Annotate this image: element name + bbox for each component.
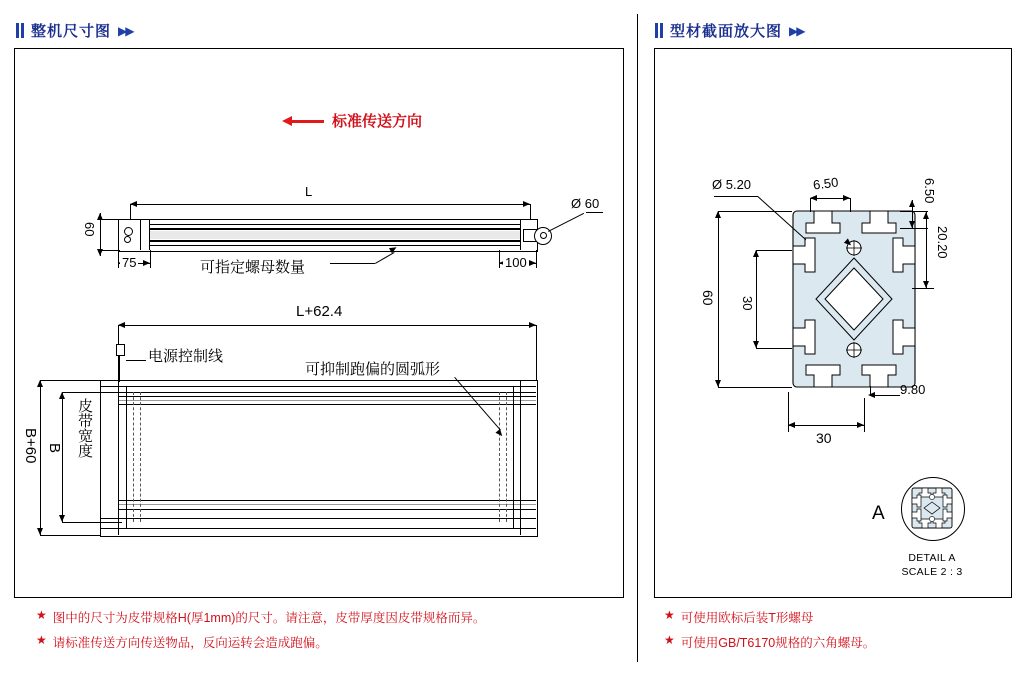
ext-line bbox=[150, 250, 151, 268]
arrow-left-icon bbox=[282, 116, 324, 126]
ext-line bbox=[118, 250, 119, 268]
dim-line-B60 bbox=[40, 380, 41, 535]
standard-direction-indicator bbox=[282, 110, 422, 131]
leader-line bbox=[714, 196, 758, 197]
power-cable-connector bbox=[116, 344, 125, 356]
header-bars-icon bbox=[655, 23, 663, 38]
topview-edge bbox=[140, 219, 141, 250]
leader-line bbox=[586, 212, 603, 213]
sideview-dashed bbox=[506, 392, 507, 522]
sideview-edge bbox=[126, 386, 127, 528]
ext-line bbox=[718, 387, 792, 388]
dim-9-80-label: 9.80 bbox=[900, 382, 926, 397]
panel-divider bbox=[637, 14, 638, 662]
ext-line bbox=[810, 198, 811, 212]
sideview-line bbox=[118, 392, 536, 393]
note-text: 图中的尺寸为皮带规格H(厚1mm)的尺寸。请注意，皮带厚度因皮带规格而异。 bbox=[52, 611, 486, 625]
dim-20-20-label: 20.20 bbox=[935, 226, 950, 259]
detail-caption-line1: DETAIL A bbox=[908, 552, 956, 564]
star-icon: ★ bbox=[664, 608, 675, 622]
note-text: 可使用GB/T6170规格的六角螺母。 bbox=[680, 636, 876, 650]
ext-line bbox=[788, 392, 789, 432]
profile-cross-section bbox=[788, 206, 920, 392]
panel-right-title: 型材截面放大图 bbox=[670, 23, 783, 40]
ext-line bbox=[100, 250, 120, 251]
topview-hole bbox=[124, 236, 131, 243]
sideview-edge bbox=[118, 380, 119, 535]
sideview-line bbox=[118, 500, 536, 501]
detail-a-letter: A bbox=[872, 503, 885, 524]
ext-line bbox=[40, 535, 100, 536]
note-text: 可使用欧标后装T形螺母 bbox=[680, 611, 814, 625]
ext-line bbox=[864, 398, 865, 432]
note-text: 请标准传送方向传送物品，反向运转会造成跑偏。 bbox=[52, 636, 328, 650]
power-cable-label: 电源控制线 bbox=[148, 348, 224, 365]
detail-a-svg bbox=[909, 485, 955, 531]
sideview-line bbox=[100, 528, 536, 529]
ext-line bbox=[912, 288, 934, 289]
arrowhead-icon bbox=[529, 260, 536, 266]
arrowhead-icon bbox=[715, 211, 721, 218]
dim-60-label: 60 bbox=[700, 290, 716, 306]
detail-a-profile bbox=[909, 485, 955, 531]
dia-60-label: Ø 60 bbox=[571, 196, 600, 211]
dim-L-label: L bbox=[305, 184, 313, 199]
ext-line bbox=[536, 325, 537, 380]
ext-line bbox=[62, 392, 122, 393]
topview-pulley-center bbox=[540, 232, 547, 239]
arrowhead-icon bbox=[810, 195, 817, 201]
ext-line bbox=[756, 348, 792, 349]
topview-hole bbox=[124, 227, 133, 236]
arrowhead-icon bbox=[788, 422, 795, 428]
note-row bbox=[664, 608, 875, 626]
right-notes bbox=[664, 608, 875, 658]
direction-label: 标准传送方向 bbox=[332, 113, 423, 130]
star-icon: ★ bbox=[36, 608, 47, 622]
arrowhead-icon bbox=[909, 200, 915, 207]
sideview-edge bbox=[513, 386, 514, 528]
note-row bbox=[36, 608, 485, 626]
star-icon: ★ bbox=[36, 633, 47, 647]
dim-line-B bbox=[62, 392, 63, 522]
arrowhead-icon bbox=[523, 201, 530, 207]
sideview-dashed bbox=[133, 392, 134, 522]
detail-a-caption bbox=[862, 551, 1002, 579]
belt-width-label: 皮带宽度 bbox=[76, 398, 93, 458]
sideview-line bbox=[100, 518, 536, 519]
dim-100-label: 100 bbox=[505, 255, 527, 270]
ext-line bbox=[530, 204, 531, 220]
arrowhead-icon bbox=[143, 260, 150, 266]
sideview-line bbox=[118, 396, 536, 397]
topview-belt bbox=[150, 231, 520, 239]
sideview-belt-bottom bbox=[118, 504, 536, 505]
left-notes bbox=[36, 608, 485, 658]
topview-edge bbox=[520, 219, 521, 250]
dim-75-label: 75 bbox=[122, 255, 137, 270]
arrowhead-icon bbox=[59, 392, 65, 399]
ext-line bbox=[100, 219, 120, 220]
dim-6-50-top-label: 6.50 bbox=[812, 174, 840, 193]
arrowhead-icon bbox=[857, 422, 864, 428]
header-bars-icon bbox=[16, 23, 24, 38]
dim-L-total-label: L+62.4 bbox=[296, 303, 343, 320]
dim-line-L-total bbox=[118, 325, 536, 326]
double-chevron-icon: ▶▶ bbox=[118, 23, 133, 38]
dim-line bbox=[926, 212, 927, 288]
sideview-line bbox=[100, 386, 536, 387]
arrowhead-icon bbox=[909, 221, 915, 228]
dim-30-inner-label: 30 bbox=[740, 296, 755, 311]
ext-line bbox=[718, 211, 792, 212]
star-icon: ★ bbox=[664, 633, 675, 647]
dim-line bbox=[718, 211, 719, 387]
leader-line bbox=[126, 360, 146, 361]
dim-line bbox=[756, 250, 757, 348]
dim-line-L bbox=[130, 204, 530, 205]
dim-B60-label: B+60 bbox=[22, 428, 39, 464]
panel-header-left bbox=[16, 20, 132, 41]
ext-line bbox=[536, 250, 537, 268]
detail-caption-line2: SCALE 2 : 3 bbox=[901, 566, 963, 579]
arrowhead-icon bbox=[37, 380, 43, 387]
dia-5-20-label: Ø 5.20 bbox=[712, 177, 752, 192]
topview-edge bbox=[149, 219, 150, 250]
topview-line bbox=[150, 245, 520, 246]
arrowhead-icon bbox=[37, 528, 43, 535]
ext-line bbox=[870, 386, 871, 396]
arrowhead-icon bbox=[118, 322, 125, 328]
nut-quantity-label: 可指定螺母数量 bbox=[200, 259, 306, 276]
dim-B-label: B bbox=[46, 443, 63, 454]
dim-60-label: 60 bbox=[82, 222, 97, 237]
leader-line bbox=[330, 263, 375, 264]
arrowhead-icon bbox=[753, 341, 759, 348]
dim-line bbox=[788, 425, 864, 426]
sideview-line bbox=[118, 404, 536, 405]
sideview-line bbox=[118, 509, 536, 510]
note-row bbox=[664, 633, 875, 651]
arrowhead-icon bbox=[843, 195, 850, 201]
ext-line bbox=[900, 228, 928, 229]
sideview-dashed bbox=[140, 392, 141, 522]
double-chevron-icon: ▶▶ bbox=[789, 23, 804, 38]
ext-line bbox=[756, 250, 792, 251]
arrowhead-icon bbox=[529, 322, 536, 328]
topview-line bbox=[150, 228, 520, 230]
panel-left-title: 整机尺寸图 bbox=[31, 23, 112, 40]
arrowhead-icon bbox=[715, 380, 721, 387]
panel-header-right bbox=[655, 20, 803, 41]
ext-line bbox=[850, 198, 851, 212]
ext-line bbox=[40, 380, 100, 381]
arrowhead-icon bbox=[753, 250, 759, 257]
arrowhead-icon bbox=[59, 515, 65, 522]
arrowhead-icon bbox=[130, 201, 137, 207]
ext-line bbox=[130, 204, 131, 220]
arrowhead-icon bbox=[923, 281, 929, 288]
profile-svg bbox=[788, 206, 920, 392]
sideview-dashed bbox=[499, 392, 500, 522]
sideview-edge bbox=[520, 380, 521, 535]
ext-line bbox=[62, 522, 122, 523]
arc-label: 可抑制跑偏的圆弧形 bbox=[305, 361, 441, 378]
note-row bbox=[36, 633, 485, 651]
dim-30-bottom-label: 30 bbox=[816, 430, 832, 446]
topview-line bbox=[150, 240, 520, 242]
ext-line bbox=[499, 250, 500, 268]
arrowhead-icon bbox=[923, 212, 929, 219]
dim-6-50-right-label: 6.50 bbox=[922, 178, 937, 204]
topview-line bbox=[150, 224, 520, 225]
